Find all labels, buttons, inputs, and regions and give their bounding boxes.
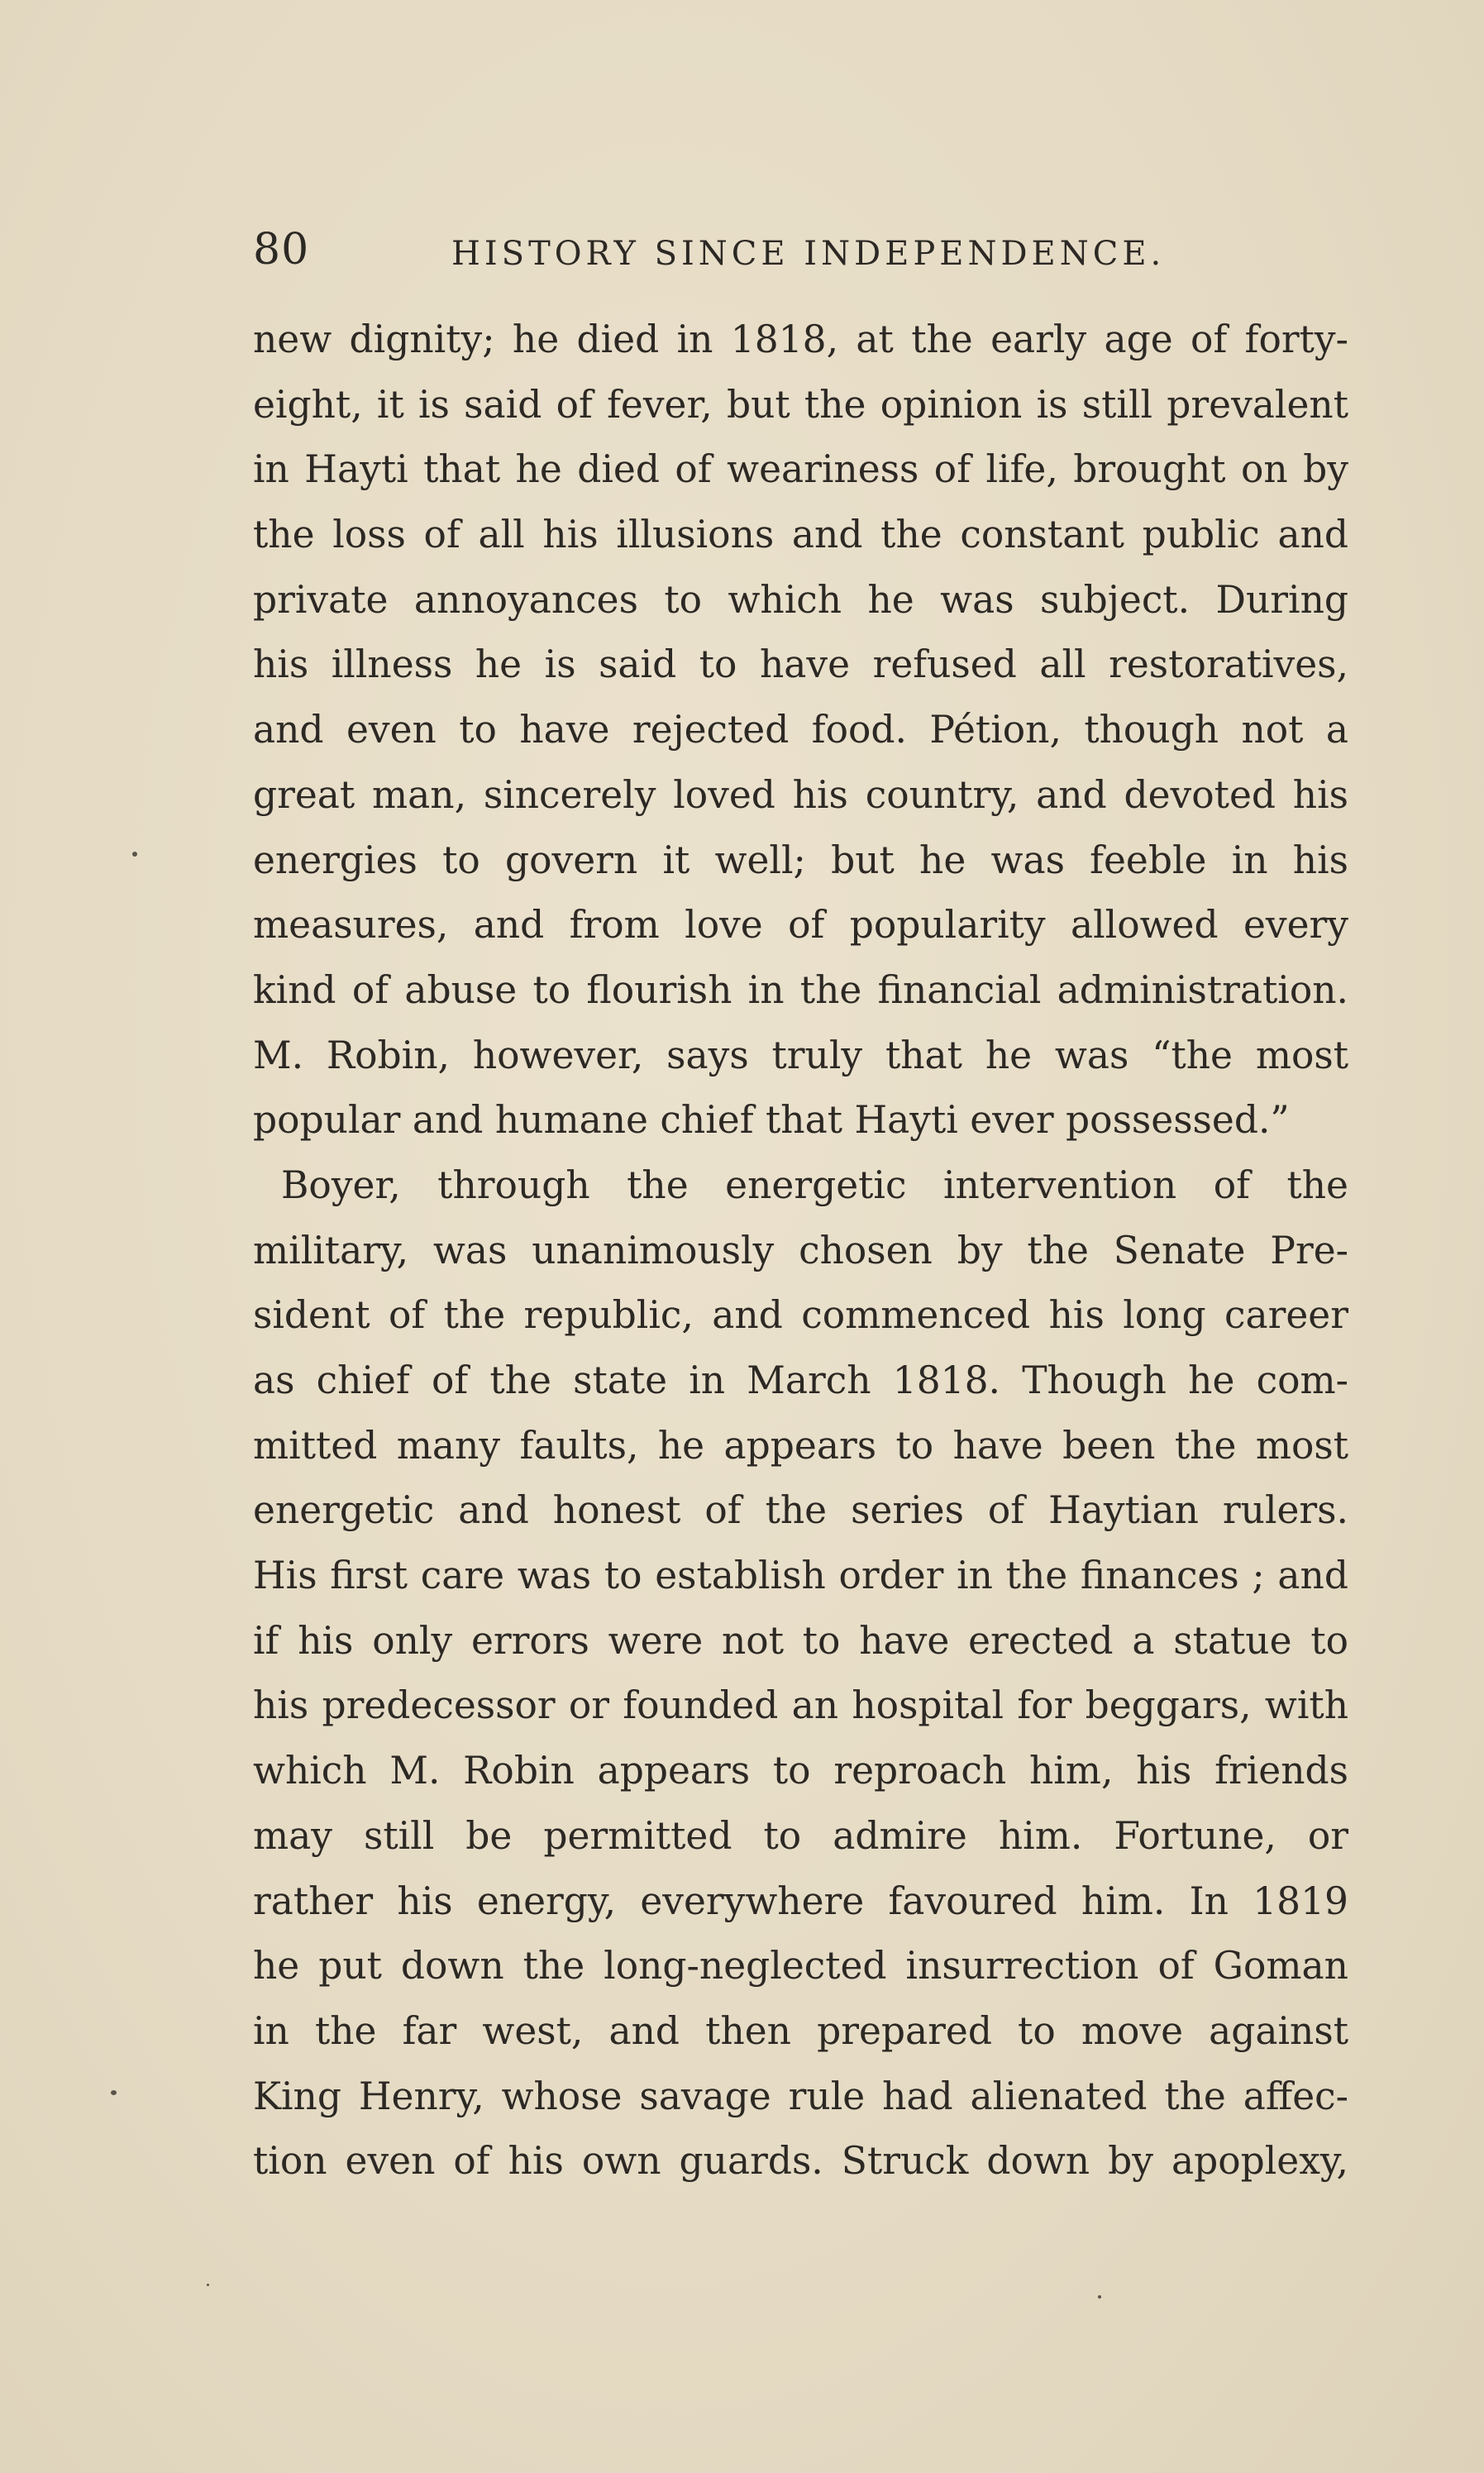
text-line: energies to govern it well; but he was feeble in his	[253, 838, 1348, 882]
text-line: His first care was to establish order in the finances ; and	[253, 1554, 1348, 1598]
text-line: military, was unanimously chosen by the Senate Pre-	[253, 1228, 1348, 1272]
text-line: eight, it is said of fever, but the opinion is still prevalent	[253, 382, 1348, 427]
text-line: his illness he is said to have refused all restoratives,	[253, 642, 1348, 687]
text-line: may still be permitted to admire him. Fortune, or	[253, 1813, 1348, 1858]
text-line: energetic and honest of the series of Haytian rulers.	[253, 1488, 1348, 1533]
page-header	[253, 217, 1344, 299]
text-line: sident of the republic, and commenced his long career	[253, 1293, 1348, 1338]
text-line: if his only errors were not to have erected a statue to	[253, 1618, 1348, 1663]
text-line: great man, sincerely loved his country, and devoted his	[253, 772, 1348, 817]
text-line: measures, and from love of popularity allowed every	[253, 903, 1348, 948]
text-line: the loss of all his illusions and the constant public and	[253, 513, 1348, 557]
text-line: kind of abuse to flourish in the financial administration.	[253, 967, 1348, 1012]
paper-speck	[132, 852, 137, 857]
page-number: 80	[253, 225, 310, 275]
text-line: Boyer, through the energetic intervention of the	[281, 1163, 1348, 1207]
text-line: his predecessor or founded an hospital for beggars, with	[253, 1683, 1348, 1728]
text-line: in Hayti that he died of weariness of life, brought on by	[253, 447, 1348, 492]
text-line: King Henry, whose savage rule had alienated the affec-	[253, 2074, 1348, 2118]
text-line: as chief of the state in March 1818. Though he com-	[253, 1358, 1348, 1402]
text-line: in the far west, and then prepared to move against	[253, 2008, 1348, 2053]
running-head: HISTORY SINCE INDEPENDENCE.	[451, 235, 1166, 273]
paragraph	[253, 1153, 1348, 2194]
body-text	[253, 308, 1348, 2194]
paper-speck	[207, 2284, 209, 2286]
text-line: mitted many faults, he appears to have been the most	[253, 1423, 1348, 1468]
text-line: new dignity; he died in 1818, at the early age of forty-	[253, 317, 1348, 361]
paper-speck	[1098, 2295, 1101, 2299]
text-line: popular and humane chief that Hayti ever possessed.”	[253, 1098, 1290, 1143]
text-line: tion even of his own guards. Struck down by apoplexy,	[253, 2139, 1348, 2184]
text-line: which M. Robin appears to reproach him, his friends	[253, 1749, 1348, 1793]
text-line: M. Robin, however, says truly that he was “the most	[253, 1033, 1348, 1077]
paper-speck	[111, 2090, 117, 2095]
text-line: rather his energy, everywhere favoured him. In 1819	[253, 1879, 1348, 1923]
paragraph	[253, 308, 1348, 1153]
text-line: he put down the long-neglected insurrection of Goman	[253, 1944, 1348, 1988]
text-line: and even to have rejected food. Pétion, though not a	[253, 708, 1348, 752]
text-line: private annoyances to which he was subject. During	[253, 577, 1348, 622]
